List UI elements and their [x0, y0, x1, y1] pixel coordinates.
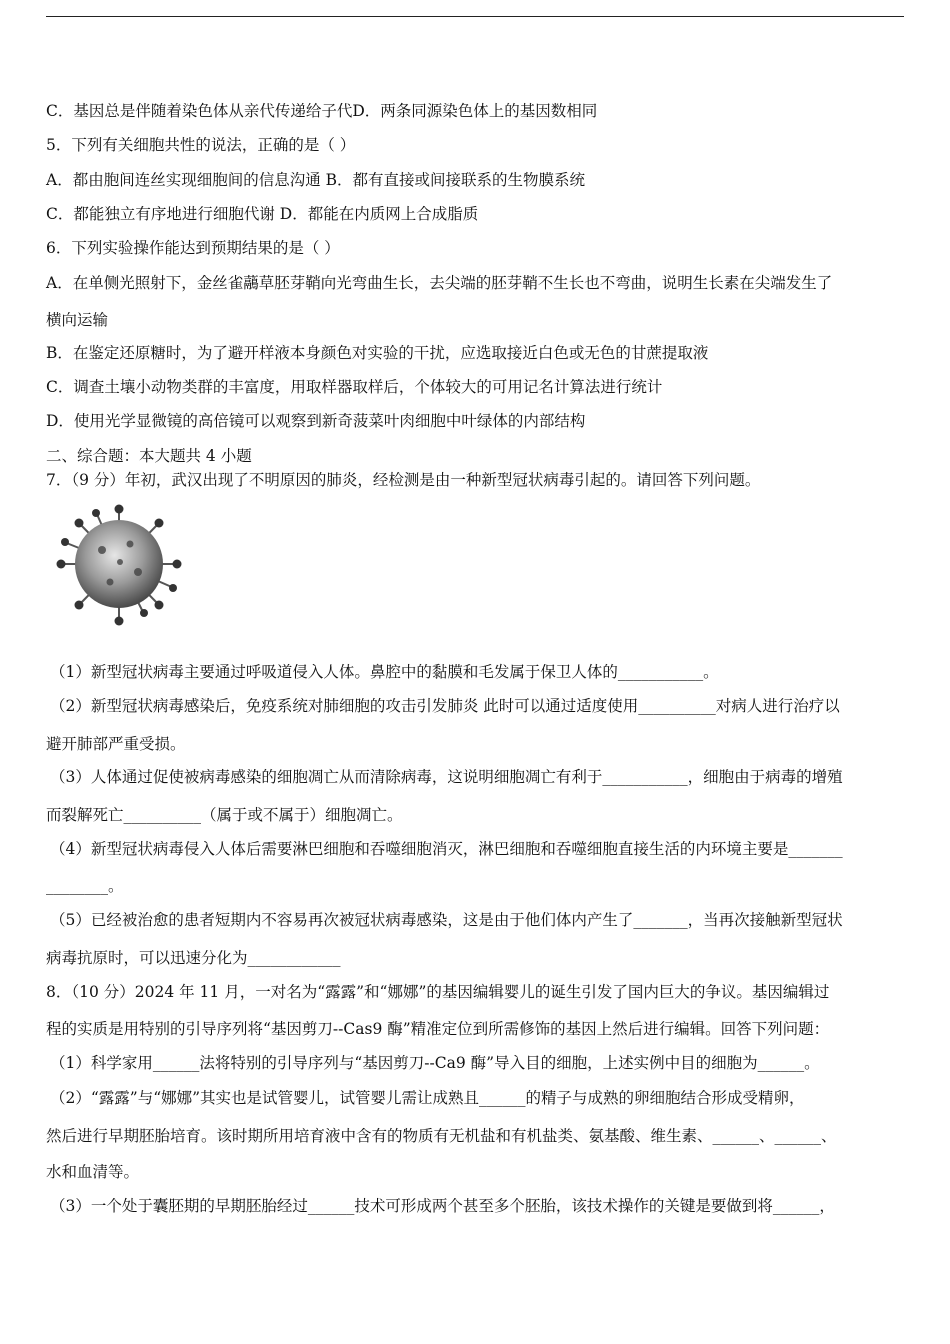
- q6-option-c: C．调查土壤小动物类群的丰富度，用取样器取样后，个体较大的可用记名计算法进行统计: [46, 378, 663, 396]
- q6-option-a: A．在单侧光照射下，金丝雀虉草胚芽鞘向光弯曲生长，去尖端的胚芽鞘不生长也不弯曲，说明生长素在尖端发生了: [46, 274, 833, 292]
- q6-option-a-cont: 横向运输: [46, 311, 109, 329]
- q8-part-3: （3）一个处于囊胚期的早期胚胎经过______技术可形成两个甚至多个胚胎，该技术操作的关键是要做到将______，: [50, 1197, 835, 1215]
- q7-part-1: （1）新型冠状病毒主要通过呼吸道侵入人体。鼻腔中的黏膜和毛发属于保卫人体的___________。: [50, 663, 719, 681]
- q8-stem: 8．（10 分）2024 年 11 月，一对名为“露露”和“娜娜”的基因编辑婴儿的诞生引发了国内巨大的争议。基因编辑过: [46, 983, 830, 1001]
- q6-option-b: B．在鉴定还原糖时，为了避开样液本身颜色对实验的干扰，应选取接近白色或无色的甘蔗提取液: [46, 344, 709, 362]
- q7-part-3-cont: 而裂解死亡__________（属于或不属于）细胞凋亡。: [46, 806, 403, 824]
- q7-part-4-cont: ________。: [46, 877, 124, 895]
- section-heading: 二、综合题：本大题共 4 小题: [46, 447, 252, 465]
- q8-part-2: （2）“露露”与“娜娜”其实也是试管婴儿，试管婴儿需让成熟且______的精子与成熟的卵细胞结合形成受精卵，: [50, 1089, 805, 1107]
- q5-option-c-d: C．都能独立有序地进行细胞代谢 D．都能在内质网上合成脂质: [46, 205, 479, 223]
- q7-part-5-cont: 病毒抗原时，可以迅速分化为____________: [46, 949, 341, 967]
- q7-part-3: （3）人体通过促使被病毒感染的细胞凋亡从而清除病毒，这说明细胞凋亡有利于___________，细胞由于病毒的增殖: [50, 768, 843, 786]
- q8-stem-cont: 程的实质是用特别的引导序列将“基因剪刀--Cas9 酶”精准定位到所需修饰的基因上然后进行编辑。回答下列问题：: [46, 1020, 830, 1038]
- q7-part-4: （4）新型冠状病毒侵入人体后需要淋巴细胞和吞噬细胞消灭，淋巴细胞和吞噬细胞直接生活的内环境主要是_______: [50, 840, 843, 858]
- q6-stem: 6．下列实验操作能达到预期结果的是（ ）: [46, 239, 340, 257]
- coronavirus-illustration-icon: [50, 502, 188, 632]
- q6-option-d: D．使用光学显微镜的高倍镜可以观察到新奇菠菜叶肉细胞中叶绿体的内部结构: [46, 412, 586, 430]
- q5-option-a-b: A．都由胞间连丝实现细胞间的信息沟通 B．都有直接或间接联系的生物膜系统: [46, 171, 586, 189]
- header-rule: [46, 16, 904, 17]
- q7-part-5: （5）已经被治愈的患者短期内不容易再次被冠状病毒感染，这是由于他们体内产生了_______，当再次接触新型冠状: [50, 911, 843, 929]
- q5-stem: 5．下列有关细胞共性的说法，正确的是（ ）: [46, 136, 356, 154]
- q8-part-1: （1）科学家用______法将特别的引导序列与“基因剪刀--Ca9 酶”导入目的细胞，上述实例中目的细胞为______。: [50, 1054, 820, 1072]
- q8-part-2-cont: 然后进行早期胚胎培育。该时期所用培育液中含有的物质有无机盐和有机盐类、氨基酸、维生素、______、______、: [46, 1127, 837, 1145]
- q7-part-2: （2）新型冠状病毒感染后，免疫系统对肺细胞的攻击引发肺炎 此时可以通过适度使用__________对病人进行治疗以: [50, 697, 840, 715]
- q4-option-c-d: C．基因总是伴随着染色体从亲代传递给子代D．两条同源染色体上的基因数相同: [46, 102, 598, 120]
- q7-stem: 7．（9 分）年初，武汉出现了不明原因的肺炎，经检测是由一种新型冠状病毒引起的。请回答下列问题。: [46, 471, 761, 489]
- q8-part-2-cont2: 水和血清等。: [46, 1163, 140, 1181]
- q7-part-2-cont: 避开肺部严重受损。: [46, 735, 186, 753]
